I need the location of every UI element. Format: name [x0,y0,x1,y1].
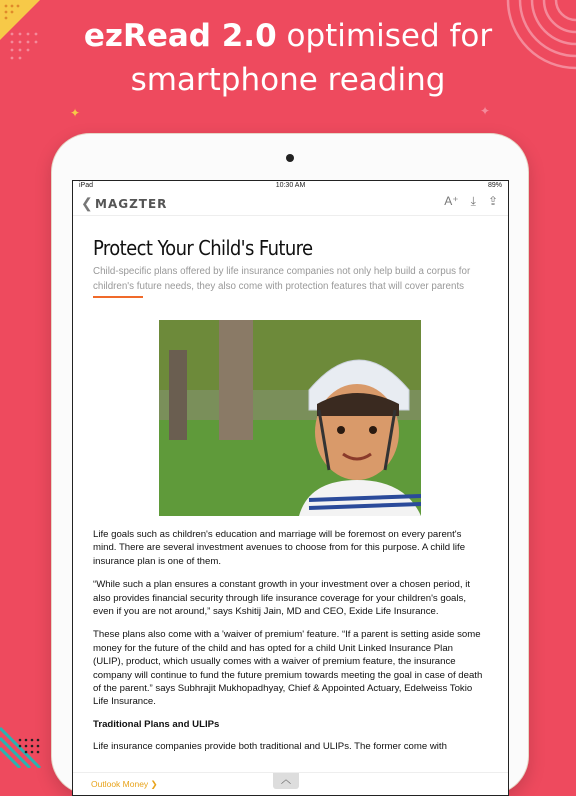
article-paragraph: Life goals such as children's education and marriage will be foremost on every parent's mind. There are several investment avenues to choose from for this purpose. A child life insurance plan is one of them. [93,529,466,567]
status-bar [73,181,508,191]
share-icon[interactable]: ⇪ [487,194,498,208]
front-camera [286,154,294,162]
article-title: Protect Your Child's Future [93,236,313,260]
promo-title-rest: optimised for [276,18,493,54]
promo-subtitle: smartphone reading [130,62,446,98]
download-icon[interactable]: ⤓ [470,194,476,208]
sparkle-icon: ✦ [480,104,491,118]
status-time: 10:30 AM [275,182,306,189]
promo-title-bold: ezRead 2.0 [83,18,277,54]
sparkle-icon: ✦ [70,106,81,120]
article-subheading: Traditional Plans and ULIPs [93,718,220,730]
brand-logo: MAGZTER [95,197,168,211]
carrier-label: iPad [79,182,94,189]
promo-headline [0,14,576,102]
article-content [73,236,508,753]
article-standfirst: Child-specific plans offered by life insurance companies not only help build a corpus for children's future needs, they also come with protection features that will cover parents [93,266,471,292]
reader-nav-bar [73,191,508,216]
magazine-source-link[interactable]: Outlook Money ❯ [91,779,158,789]
article-photo [159,320,421,516]
tablet-screen [72,180,509,796]
reader-footer [73,772,508,795]
chevron-up-icon[interactable]: ︿ [273,773,299,789]
tablet-device [52,134,528,794]
text-size-icon[interactable]: A⁺ [444,194,459,208]
article-body [93,528,486,753]
article-paragraph: Life insurance companies provide both traditional and ULIPs. The former come with [93,740,447,752]
chevron-left-icon[interactable]: ❮ [81,195,93,211]
article-paragraph: “While such a plan ensures a constant growth in your investment over a chosen period, it also provides financial security through life insurance coverage for your children's goals, even if you are not around,” says Kshitij Jain, MD and CEO, Exide Life Insurance. [93,579,471,618]
battery-level: 89% [487,182,502,189]
title-underline [93,296,143,298]
article-paragraph: These plans also come with a 'waiver of premium' feature. “If a parent is setting aside some money for the future of the child and has opted for a child Unit Linked Insurance Plan (ULIP), product, which usually comes with a waiver of premium feature, the insurance company will continue to fund the future premium towards meeting the goal in case of death of the parent.” says Subhrajit Mukhopadhyay, Chief & Appointed Actuary, Edelweiss Tokio Life Insurance. [93,629,483,708]
